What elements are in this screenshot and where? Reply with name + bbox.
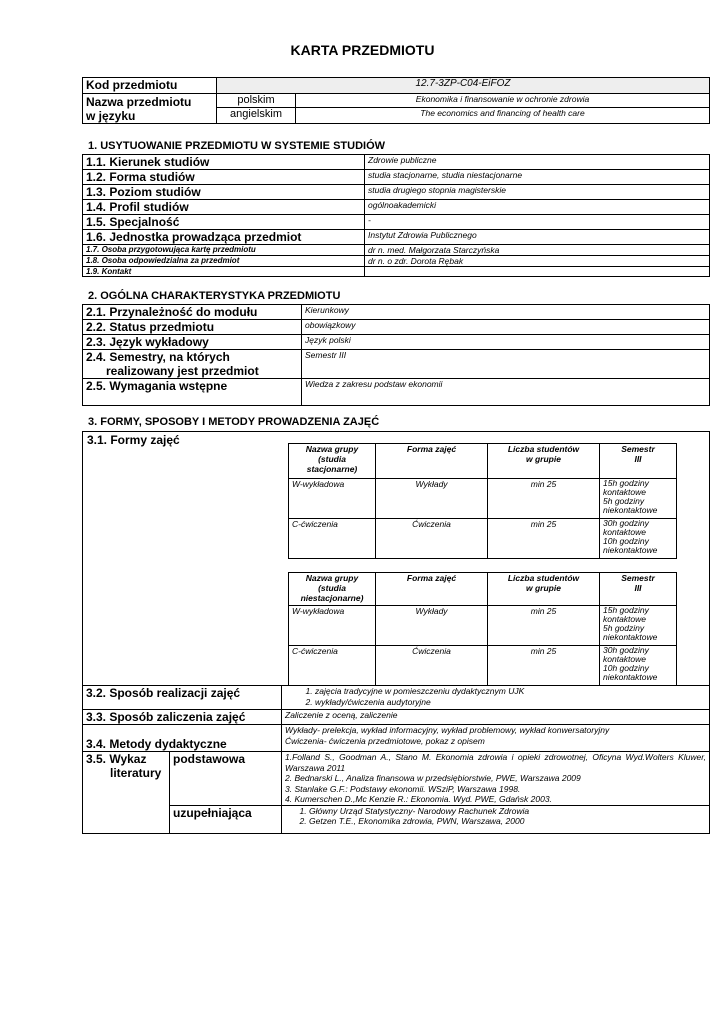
section1-row-value: Zdrowie publiczne — [365, 155, 710, 170]
t2r1s0: 15h godziny — [603, 605, 649, 615]
t1-header-semester — [600, 444, 677, 479]
course-name-polish: Ekonomika i finansowanie w ochronie zdrowia — [296, 94, 710, 108]
language-value: Język polski — [302, 335, 710, 350]
t2-h1-l1: Nazwa grupy — [305, 573, 359, 583]
section1-row-label: 1.6. Jednostka prowadząca przedmiot — [83, 230, 365, 245]
t2r1s3: niekontaktowe — [603, 632, 658, 642]
t2r2s1: kontaktowe — [603, 654, 646, 664]
section1-small-row — [83, 267, 710, 277]
course-code-label: Kod przedmiotu — [83, 78, 217, 94]
literature-supplementary-label: uzupełniająca — [170, 805, 282, 833]
lang-polish-label: polskim — [217, 94, 296, 108]
module-label: 2.1. Przynależność do modułu — [83, 305, 302, 320]
section1-small-row-value — [365, 267, 710, 277]
t1-row1-form: Wykłady — [376, 479, 488, 519]
section1-row-value: Instytut Zdrowia Publicznego — [365, 230, 710, 245]
section3-table — [82, 431, 710, 834]
section1-small-row-label: 1.9. Kontakt — [83, 267, 365, 277]
t2r2s3: niekontaktowe — [603, 672, 658, 682]
t1-h4-l2: III — [634, 454, 642, 464]
t1r2s1: kontaktowe — [603, 527, 646, 537]
semesters-label-line2: realizowany jest przedmiot — [86, 364, 259, 378]
section1-row-label: 1.2. Forma studiów — [83, 170, 365, 185]
section1-small-row — [83, 245, 710, 256]
module-value: Kierunkowy — [302, 305, 710, 320]
status-value: obowiązkowy — [302, 320, 710, 335]
t2-h3-l1: Liczba studentów — [507, 573, 580, 583]
realization-value — [282, 686, 710, 710]
t2-header-semester — [600, 573, 677, 606]
lang-english-label: angielskim — [217, 108, 296, 124]
section1-row — [83, 185, 710, 200]
literature-basic-label: podstawowa — [170, 752, 282, 806]
section1-row — [83, 200, 710, 215]
t2-h1-l2: (studia — [318, 583, 346, 593]
t2-row1-group: W-wykładowa — [289, 606, 376, 646]
section1-row — [83, 170, 710, 185]
t1-header-form: Forma zajęć — [376, 444, 488, 479]
t1-h1-l1: Nazwa grupy — [305, 444, 359, 454]
t1-h3-l1: Liczba studentów — [507, 444, 580, 454]
t1r2s2: 10h godziny — [603, 536, 649, 546]
section1-row — [83, 215, 710, 230]
methods-value — [282, 725, 710, 752]
t1r2s3: niekontaktowe — [603, 545, 658, 555]
section2-heading: 2. OGÓLNA CHARAKTERYSTYKA PRZEDMIOTU — [88, 290, 341, 302]
t2r2s2: 10h godziny — [603, 663, 649, 673]
t2-row2-count: min 25 — [488, 646, 600, 686]
t1-row1-semester — [600, 479, 677, 519]
realization-label: 3.2. Sposób realizacji zajęć — [83, 686, 282, 710]
document-title: KARTA PRZEDMIOTU — [290, 42, 435, 58]
t1r1s2: 5h godziny — [603, 496, 645, 506]
literature-supplementary-list — [282, 805, 710, 833]
section1-row-value: studia drugiego stopnia magisterskie — [365, 185, 710, 200]
literature-basic-list — [282, 752, 710, 806]
forms-table-stationary — [288, 443, 677, 559]
t2-row2-group: C-ćwiczenia — [289, 646, 376, 686]
t1r1s0: 15h godziny — [603, 478, 649, 488]
semesters-label-line1: 2.4. Semestry, na których — [86, 350, 230, 364]
forms-cell — [83, 432, 710, 686]
t1-row2-semester — [600, 519, 677, 559]
supp-item-2: 2. Getzen T.E., Ekonomika zdrowia, PWN, Warszawa, 2000 — [309, 816, 706, 827]
assessment-value: Zaliczenie z oceną, zaliczenie — [282, 710, 710, 725]
supp-item-1: 1. Główny Urząd Statystyczny- Narodowy Rachunek Zdrowia — [309, 806, 706, 817]
t2-header-count — [488, 573, 600, 606]
section1-small-row-value: dr n. o zdr. Dorota Rębak — [365, 256, 710, 267]
t1-h3-l2: w grupie — [526, 454, 561, 464]
section1-row-value: studia stacjonarne, studia niestacjonarne — [365, 170, 710, 185]
t2-row1-form: Wykłady — [376, 606, 488, 646]
section1-row-value: ogólnoakademicki — [365, 200, 710, 215]
semesters-value: Semestr III — [302, 350, 710, 379]
section1-row-label: 1.5. Specjalność — [83, 215, 365, 230]
t2-row2-form: Ćwiczenia — [376, 646, 488, 686]
t2r1s1: kontaktowe — [603, 614, 646, 624]
basic-item-2: 2. Bednarski L., Analiza finansowa w przedsiębiorstwie, PWE, Warszawa 2009 — [285, 773, 581, 783]
prerequisites-label: 2.5. Wymagania wstępne — [83, 379, 302, 406]
t1r1s3: niekontaktowe — [603, 505, 658, 515]
section1-row-value: - — [365, 215, 710, 230]
course-name-label-line2: w języku — [86, 108, 136, 123]
prerequisites-value: Wiedza z zakresu podstaw ekonomii — [302, 379, 710, 406]
section1-row-label: 1.3. Poziom studiów — [83, 185, 365, 200]
literature-label-l2: literatury — [110, 766, 162, 780]
methods-line-2: Ćwiczenia- ćwiczenia przedmiotowe, pokaz z opisem — [285, 735, 485, 746]
t2-h1-l3: niestacjonarne) — [300, 593, 364, 603]
t2r2s0: 30h godziny — [603, 645, 649, 655]
forms-table-nonstationary — [288, 572, 677, 686]
section1-table — [82, 154, 710, 277]
t1-h1-l3: stacjonarne) — [306, 464, 358, 474]
assessment-label: 3.3. Sposób zaliczenia zajęć — [83, 710, 282, 725]
forms-label: 3.1. Formy zajęć — [87, 433, 180, 447]
course-name-label — [83, 94, 217, 124]
t2-row1-count: min 25 — [488, 606, 600, 646]
t1-row2-count: min 25 — [488, 519, 600, 559]
language-label: 2.3. Język wykładowy — [83, 335, 302, 350]
literature-label-l1: 3.5. Wykaz — [86, 752, 147, 766]
t1-header-count — [488, 444, 600, 479]
header-table — [82, 77, 710, 124]
basic-item-3: 3. Stanlake G.F.: Podstawy ekonomii. WSziP, Warszawa 1998. — [285, 783, 521, 794]
section1-small-row — [83, 256, 710, 267]
section1-row — [83, 230, 710, 245]
t1-h4-l1: Semestr — [621, 444, 655, 454]
methods-label: 3.4. Metody dydaktyczne — [83, 725, 282, 752]
basic-item-1: 1.Folland S., Goodman A., Stano M. Ekonomia zdrowia i opieki zdrowotnej, Oficyna Wyd.Wolters Kluwer, Warszawa 2011 — [285, 752, 706, 773]
t2-row1-semester — [600, 606, 677, 646]
realization-item-1: 1. zajęcia tradycyjne w pomieszczeniu dydaktycznym UJK — [315, 686, 706, 697]
basic-item-4: 4. Kumerschen D.,Mc Kenzie R.: Ekonomia. Wyd. PWE, Gdańsk 2003. — [285, 794, 552, 804]
t1-row1-group: W-wykładowa — [289, 479, 376, 519]
t1r1s1: kontaktowe — [603, 487, 646, 497]
t2-header-form: Forma zajęć — [376, 573, 488, 606]
course-name-english: The economics and financing of health care — [296, 108, 710, 124]
literature-label — [83, 752, 170, 834]
status-label: 2.2. Status przedmiotu — [83, 320, 302, 335]
course-name-label-line1: Nazwa przedmiotu — [86, 94, 192, 109]
t1-row1-count: min 25 — [488, 479, 600, 519]
section1-small-row-label: 1.7. Osoba przygotowująca kartę przedmiotu — [83, 245, 365, 256]
t2-h4-l2: III — [634, 583, 642, 593]
t2-row2-semester — [600, 646, 677, 686]
t2-header-group — [289, 573, 376, 606]
methods-line-1: Wykłady- prelekcja, wykład informacyjny, wykład problemowy, wykład konwersatoryjny — [285, 725, 610, 735]
section1-row — [83, 155, 710, 170]
semesters-label — [83, 350, 302, 379]
section1-heading: 1. USYTUOWANIE PRZEDMIOTU W SYSTEMIE STUDIÓW — [88, 140, 386, 152]
t2-h3-l2: w grupie — [526, 583, 561, 593]
section1-small-row-value: dr n. med. Małgorzata Starczyńska — [365, 245, 710, 256]
course-code-value: 12.7-3ZP-C04-EiFOZ — [217, 78, 710, 94]
section1-small-row-label: 1.8. Osoba odpowiedzialna za przedmiot — [83, 256, 365, 267]
realization-item-2: 2. wykłady/ćwiczenia audytoryjne — [315, 697, 706, 708]
t2-h4-l1: Semestr — [621, 573, 655, 583]
t2r1s2: 5h godziny — [603, 623, 645, 633]
t1-h1-l2: (studia — [318, 454, 346, 464]
section1-row-label: 1.4. Profil studiów — [83, 200, 365, 215]
t1r2s0: 30h godziny — [603, 518, 649, 528]
t1-header-group — [289, 444, 376, 479]
section2-table — [82, 304, 710, 406]
t1-row2-group: C-ćwiczenia — [289, 519, 376, 559]
section1-row-label: 1.1. Kierunek studiów — [83, 155, 365, 170]
t1-row2-form: Ćwiczenia — [376, 519, 488, 559]
section3-heading: 3. FORMY, SPOSOBY I METODY PROWADZENIA ZAJĘĆ — [88, 416, 380, 428]
